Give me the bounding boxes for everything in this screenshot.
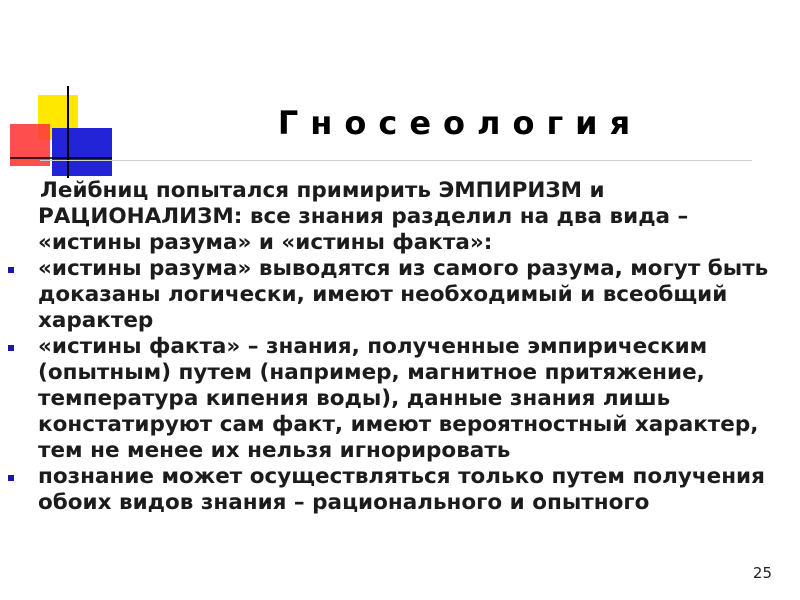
bullet-item [38,334,783,464]
page-number: 25 [752,564,772,582]
bullet-item [38,464,783,516]
square-bullet-icon [8,267,14,273]
bullet-item [38,256,783,334]
title-divider [40,160,752,161]
square-bullet-icon [8,345,14,351]
slide-title: Гносеология [277,104,643,142]
decorative-logo [0,0,120,180]
slide-body [38,178,783,516]
squares-logo-icon [0,0,120,180]
square-bullet-icon [8,475,14,481]
bullet-text: познание может осуществляться только путем получения обоих видов знания – рационального и опытного [38,464,765,515]
intro-paragraph: Лейбниц попытался примирить ЭМПИРИЗМ и РАЦИОНАЛИЗМ: все знания разделил на два вида – «истины разума» и «истины факта»: [38,178,689,255]
bullet-text: «истины факта» – знания, полученные эмпирическим (опытным) путем (например, магнитное притяжение, температура кипения воды), данные знания лишь констатируют сам факт, имеют вероятностный характер, тем не менее их нельзя игнорировать [38,334,759,463]
bullet-text: «истины разума» выводятся из самого разума, могут быть доказаны логически, имеют необходимый и всеобщий характер [38,256,769,333]
